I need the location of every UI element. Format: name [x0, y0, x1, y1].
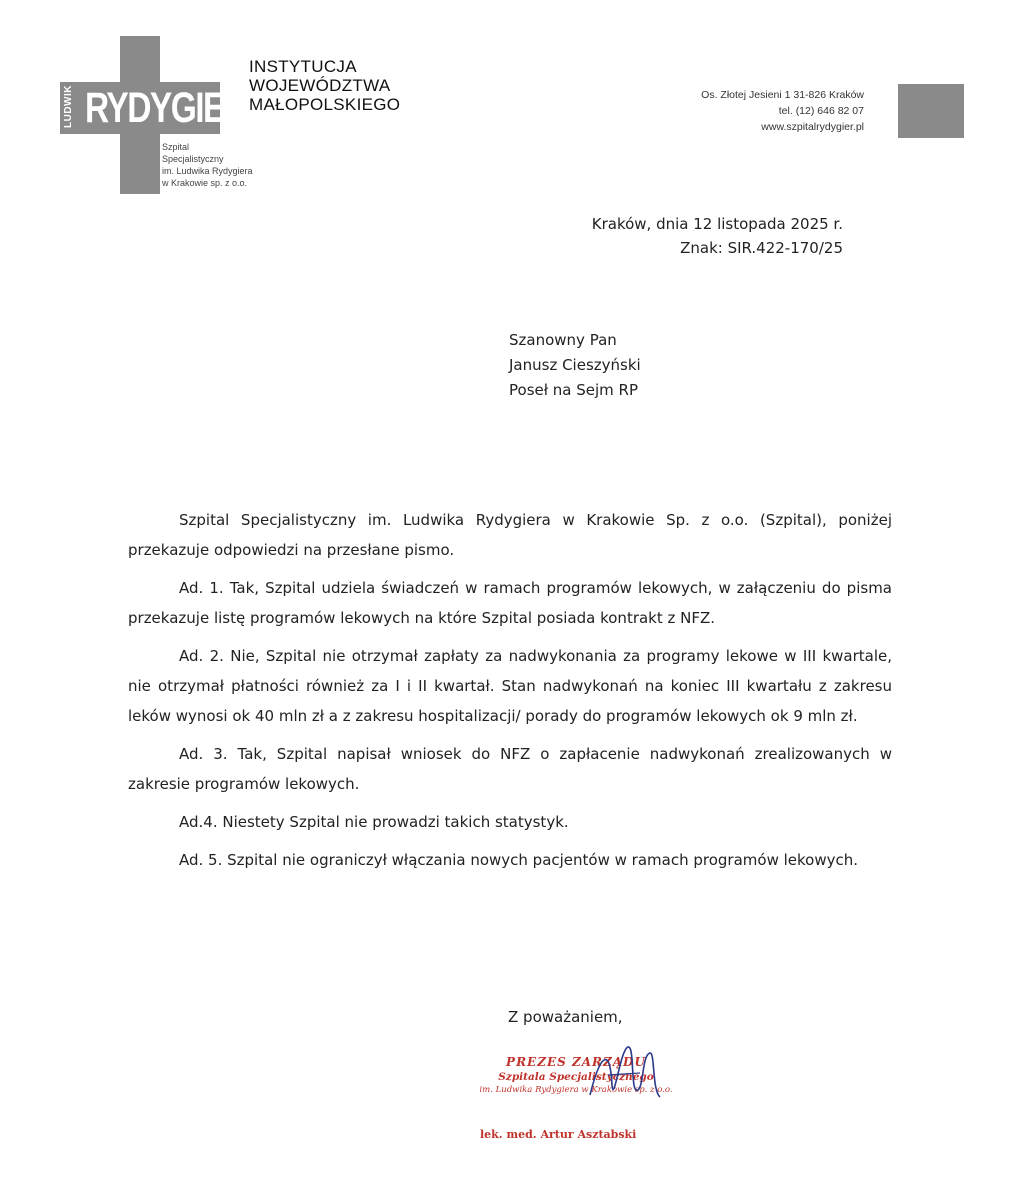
letter-date: Kraków, dnia 12 listopada 2025 r. [591, 215, 843, 233]
letter-date-block [540, 212, 843, 260]
closing-greeting: Z poważaniem, [508, 1008, 623, 1026]
logo-side-text: LUDWIK [63, 85, 74, 128]
logo-subtitle: Szpital Specjalistyczny im. Ludwika Rydygiera w Krakowie sp. z o.o. [162, 142, 253, 188]
paragraph: Ad. 2. Nie, Szpital nie otrzymał zapłaty za nadwykonania za programy lekowe w III kwartale, nie otrzymał płatności również za I i II kwartał. Stan nadwykonań na koniec III kwartału z zakresu leków wynosi ok 40 mln zł a z zakresu hospitalizacji/ porady do programów lekowych ok 9 mln zł. [128, 647, 892, 725]
signer-name: lek. med. Artur Asztabski [480, 1128, 637, 1141]
letter-body [128, 505, 892, 883]
recipient-block: Szanowny Pan Janusz Cieszyński Poseł na Sejm RP [509, 331, 641, 399]
letter-reference: Znak: SIR.422-170/25 [680, 239, 843, 257]
official-stamp: PREZES ZARZĄDU Szpitala Specjalistycznego im. Ludwika Rydygiera w Krakowie sp. z o.o. [479, 1055, 673, 1095]
paragraph: Ad. 3. Tak, Szpital napisał wniosek do NFZ o zapłacenie nadwykonań zrealizowanych w zakresie programów lekowych. [128, 745, 892, 793]
header-gray-block [898, 84, 964, 138]
paragraph: Szpital Specjalistyczny im. Ludwika Rydygiera w Krakowie Sp. z o.o. (Szpital), poniżej przekazuje odpowiedzi na przesłane pismo. [128, 511, 892, 559]
paragraph: Ad.4. Niestety Szpital nie prowadzi takich statystyk. [179, 813, 569, 831]
institution-name: INSTYTUCJA WOJEWÓDZTWA MAŁOPOLSKIEGO [249, 57, 401, 114]
paragraph: Ad. 5. Szpital nie ograniczył włączania nowych pacjentów w ramach programów lekowych. [179, 851, 858, 869]
signature [580, 1035, 670, 1115]
paragraph: Ad. 1. Tak, Szpital udziela świadczeń w ramach programów lekowych, w załączeniu do pisma przekazuje listę programów lekowych na które Szpital posiada kontrakt z NFZ. [128, 579, 892, 627]
logo-name: RYDYGIER [85, 84, 247, 132]
hospital-address: Os. Złotej Jesieni 1 31-826 Kraków tel. (12) 646 82 07 www.szpitalrydygier.pl [701, 89, 864, 133]
